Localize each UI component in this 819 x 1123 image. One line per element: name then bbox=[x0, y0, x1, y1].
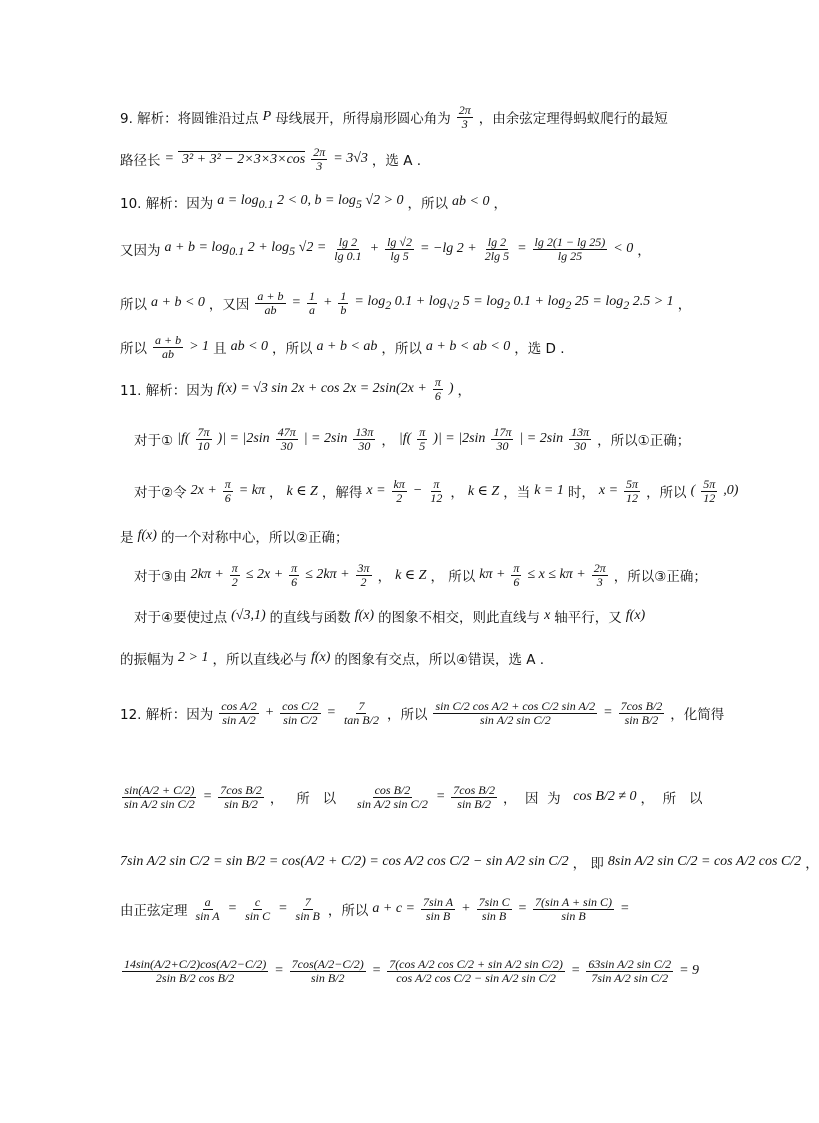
problem-11-line-7: 的振幅为 2 > 1 ，所以直线必与 f(x) 的图象有交点，所以④错误，选 A . bbox=[120, 650, 545, 668]
problem-11-line-1: 11. 解析：因为 f(x) = √3 sin 2x + cos 2x = 2sin(2x + $\frac{\pi}{6}$ ) ， bbox=[120, 375, 471, 403]
problem-10-line-3: 所以 a + b < 0 ，又因 $\frac{a + b}{ab}$ = $\frac{1}{a}$ + $\frac{1}{b}$ = $\log_2 0.1 + \log_{√2} 5 = \log_2 0.1 + \log_2 25 = \log_2 2.5 > 1$ ， bbox=[120, 289, 692, 317]
problem-11-line-3: 对于②令 2x + $\frac{\pi}{6}$ = kπ ， k ∈ Z ，解得 x = $\frac{k\pi}{2}$ − $\frac{\pi}{12}$ ， k ∈ Z ，当 k = 1 时， x = $\frac{5\pi}{12}$ ，所以 ( $\frac{5\pi}{12}$ ,0) bbox=[134, 477, 739, 505]
problem-12-line-1: 12. 解析：因为 $\frac{\text{cos A/2}}{\text{sin A/2}}$ + $\frac{\text{cos C/2}}{\text{sin C/2}}$ = $\frac{7}{\text{tan B/2}}$ ，所以 $\frac{\text{sin C/2 cos A/2 + cos C/2 sin A/2}}{\text{sin A/2 sin C/2}}$ = $\frac{\text{7cos B/2}}{\text{sin B/2}}$ ，化简得 bbox=[120, 699, 725, 727]
problem-11-line-2: 对于① |f( $\frac{7\pi}{10}$ )| = |2sin $\frac{47\pi}{30}$ | = 2sin $\frac{13\pi}{30}$ ， |f( $\frac{\pi}{5}$ )| = |2sin $\frac{17\pi}{30}$ | = 2sin $\frac{13\pi}{30}$ ，所以①正确； bbox=[134, 425, 691, 453]
problem-11-line-6: 对于④要使过点 (√3,1) 的直线与函数 f(x) 的图象不相交，则此直线与 x 轴平行，又 f(x) bbox=[134, 608, 646, 626]
problem-11-line-5: 对于③由 2kπ + $\frac{\pi}{2}$ ≤ 2x + $\frac{\pi}{6}$ ≤ 2kπ + $\frac{3\pi}{2}$ ， k ∈ Z ， 所以 kπ + $\frac{\pi}{6}$ ≤ x ≤ kπ + $\frac{2\pi}{3}$ ，所以③正确； bbox=[134, 561, 707, 589]
problem-12-line-4: 由正弦定理 $\frac{a}{\text{sin A}}$ = $\frac{c}{\text{sin C}}$ = $\frac{7}{\text{sin B}}$ ，所以 a + c = $\frac{\text{7sin A}}{\text{sin B}}$ + $\frac{\text{7sin C}}{\text{sin B}}$ = $\frac{\text{7(sin A + sin C)}}{\text{sin B}}$ = bbox=[120, 895, 630, 923]
problem-12-line-2: $\frac{\sin(A/2 + C/2)}{\text{sin A/2 sin C/2}}$ = $\frac{\text{7cos B/2}}{\text{sin B/2}}$ ， 所 以 $\frac{\text{cos B/2}}{\text{sin A/2 sin C/2}}$ = $\frac{\text{7cos B/2}}{\text{sin B/2}}$ ， 因 为 cos B/2 ≠ 0 ， 所 以 bbox=[124, 783, 703, 811]
problem-11-line-4: 是 f(x) 的一个对称中心，所以②正确； bbox=[120, 528, 349, 546]
problem-12-line-3: 7sin A/2 sin C/2 = sin B/2 = cos(A/2 + C/2) = cos A/2 cos C/2 − sin A/2 sin C/2 ， 即 8sin A/2 sin C/2 = cos A/2 cos C/2 ， bbox=[120, 854, 819, 872]
problem-12-line-5: $\frac{14\sin(A/2+C/2)\cos(A/2-C/2)}{\text{2sin B/2 cos B/2}}$ = $\frac{7\cos(A/2-C/2)}{\text{sin B/2}}$ = $\frac{\text{7(cos A/2 cos C/2 + sin A/2 sin C/2)}}{\text{cos A/2 cos C/2 − sin A/2 sin C/2}}$ = $\frac{\text{63sin A/2 sin C/2}}{\text{7sin A/2 sin C/2}}$ = 9 bbox=[124, 957, 700, 985]
problem-10-line-4: 所以 $\frac{a + b}{ab}$ > 1 且 ab < 0 ，所以 a + b < ab ，所以 a + b < ab < 0 ，选 D . bbox=[120, 333, 565, 361]
problem-10-line-1: 10. 解析：因为 $a = \log_{0.1} 2 < 0$, $b = \log_5 √2 > 0$ ，所以 ab < 0 ， bbox=[120, 192, 507, 212]
problem-10-line-2: 又因为 $a + b = \log_{0.1} 2 + \log_5 √2$ = $\frac{\lg 2}{\lg 0.1}$ + $\frac{\lg √2}{\lg 5}$ = −lg 2 + $\frac{\lg 2}{2\lg 5}$ = $\frac{\lg 2(1 - \lg 25)}{\lg 25}$ < 0 ， bbox=[120, 235, 651, 263]
problem-9-line-2: 路径长 = 3² + 3² − 2×3×3×cos $\frac{2\pi}{3}$ = 3√3 ，选 A . bbox=[120, 145, 422, 173]
problem-9-line-1: 9. 解析：将圆锥沿过点 P 母线展开，所得扇形圆心角为 $\frac{2\pi}{3}$ ，由余弦定理得蚂蚁爬行的最短 bbox=[120, 103, 668, 131]
